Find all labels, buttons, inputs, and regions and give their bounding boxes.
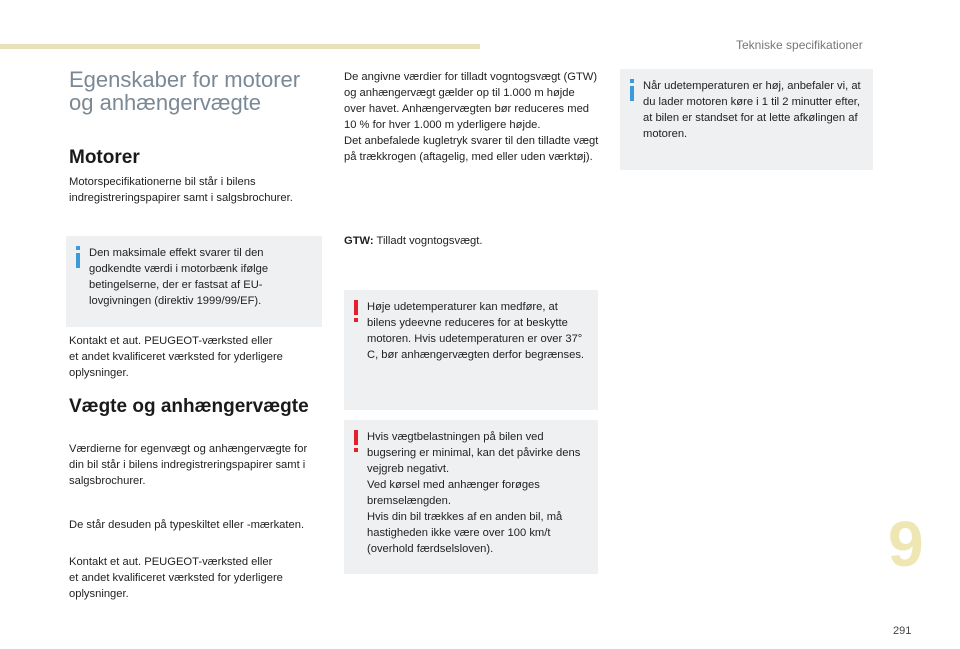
gtw-definition (344, 233, 599, 249)
info-box-text: Den maksimale effekt svarer til den godkendte værdi i motorbænk ifølge betingelserne, der er fastsat af EU-lovgivningen (direktiv 1999/99/EF). (89, 247, 269, 307)
warning-icon (352, 300, 360, 322)
header-accent-bar (0, 44, 480, 49)
page-title: Egenskaber for motorer og anhængervægte (69, 67, 301, 115)
warning-icon (352, 430, 360, 452)
info-box-max-power (66, 236, 322, 327)
info-icon (74, 246, 82, 268)
vaegte-contact: Kontakt et aut. PEUGEOT-værksted eller et andet kvalificeret værksted for yderligere oplysninger. (69, 556, 283, 600)
gtw-paragraph: De angivne værdier for tilladt vogntogsvægt (GTW) og anhængervægt gælder op til 1.000 m højde over havet. Anhængervægten bør reduceres med 10 % for hver 1.000 m yderligere højde. Det anbefalede kugletryk svarer til den tilladte vægt på trækkrogen (aftagelig, med eller uden værktøj). (344, 71, 599, 163)
motorer-heading: Motorer (69, 147, 140, 168)
motorer-intro: Motorspecifikationerne bil står i bilens indregistreringspapirer samt i salgsbrochurer. (69, 176, 293, 204)
warning-box-towing (344, 420, 598, 574)
section-title: Tekniske specifikationer (736, 38, 863, 52)
info-icon (628, 79, 636, 101)
vaegte-paragraph-1: Værdierne for egenvægt og anhængervægte for din bil står i bilens indregistreringspapirer samt i salgsbrochurer. (69, 443, 308, 487)
vaegte-paragraph-2: De står desuden på typeskiltet eller -mærkaten. (69, 519, 305, 531)
vaegte-heading: Vægte og anhængervægte (69, 396, 309, 417)
gtw-text: Tilladt vogntogsvægt. (373, 235, 483, 247)
warning-box-text: Hvis vægtbelastningen på bilen ved bugsering er minimal, kan det påvirke dens vejgreb negativt. Ved kørsel med anhænger forøges bremselængden. Hvis din bil trækkes af en anden bil, må hastigheden ikke være over 100 km/t (overhold færdselsloven). (367, 431, 581, 555)
chapter-number: 9 (888, 508, 924, 580)
motorer-contact: Kontakt et aut. PEUGEOT-værksted eller et andet kvalificeret værksted for yderligere oplysninger. (69, 335, 283, 379)
gtw-label: GTW: (344, 235, 374, 247)
warning-box-text: Høje udetemperaturer kan medføre, at bilens ydeevne reduceres for at beskytte motoren. Hvis udetemperaturen er over 37° C, bør anhængervægten derfor begrænses. (367, 301, 585, 361)
page-number: 291 (893, 625, 912, 637)
warning-box-temperature (344, 290, 598, 410)
info-box-engine-cooling (620, 69, 873, 170)
info-box-text: Når udetemperaturen er høj, anbefaler vi, at du lader motoren køre i 1 til 2 minutter efter, at bilen er standset for at lette afkølingen af motoren. (643, 80, 861, 140)
